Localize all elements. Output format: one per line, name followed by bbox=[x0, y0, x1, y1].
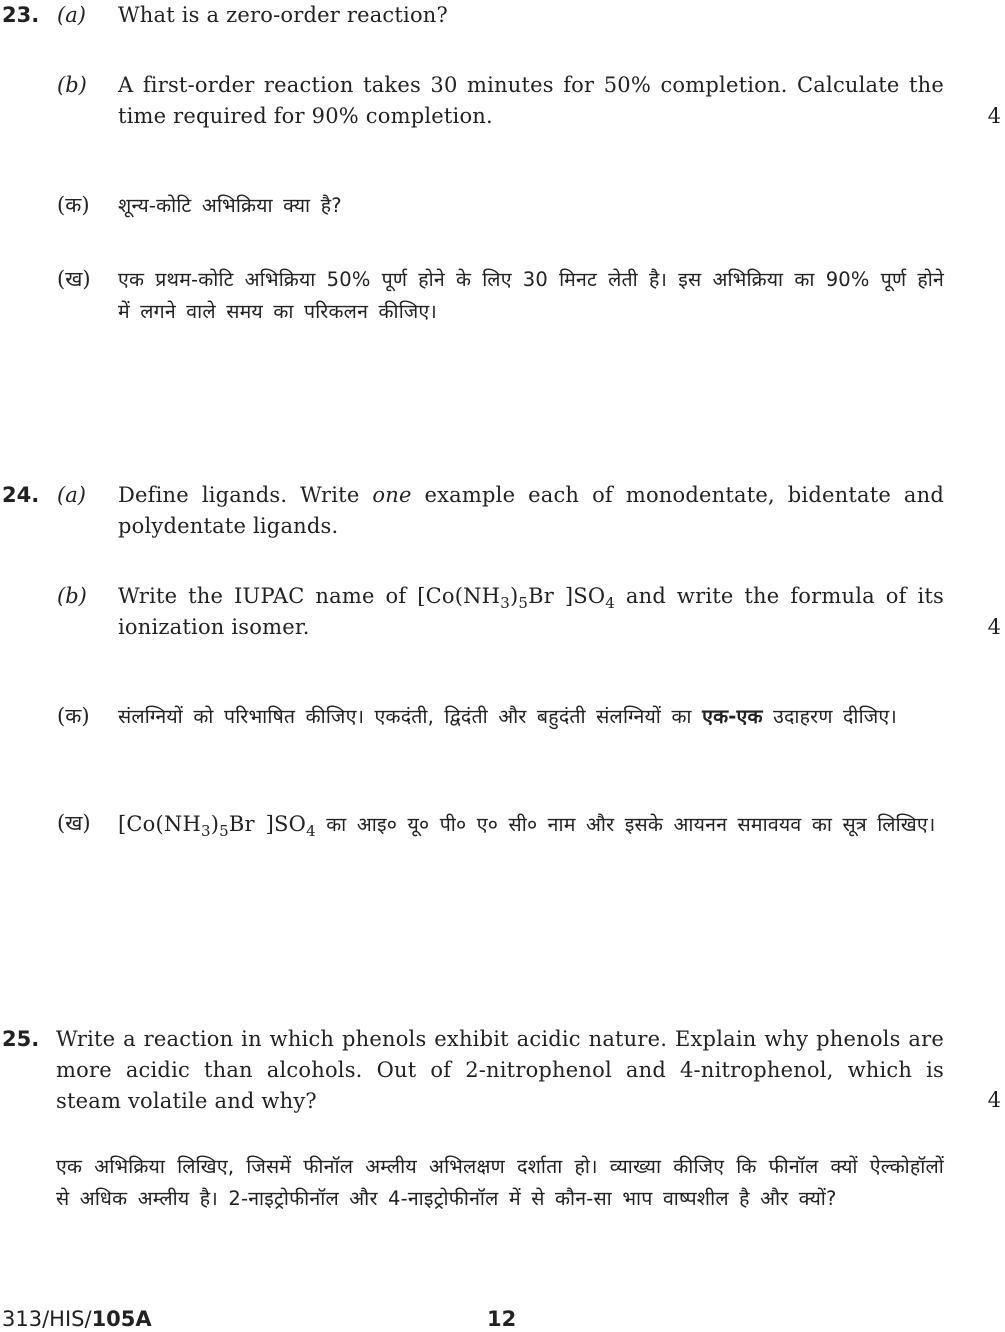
q25-marks: 4 bbox=[987, 1088, 1001, 1112]
complex-formula: [$Co(NH_3)_5Br$ ]$SO_4$ bbox=[417, 584, 616, 612]
page-number: 12 bbox=[487, 1307, 517, 1331]
q23-part-a-label: (a) bbox=[57, 3, 86, 27]
q24-marks: 4 bbox=[987, 615, 1001, 639]
complex-formula-hindi: [$Co(NH_3)_5Br$ ]$SO_4$ bbox=[118, 812, 316, 840]
q23-hindi-part-b-label: (ख) bbox=[57, 267, 91, 291]
q24-hindi-part-b-label: (ख) bbox=[57, 811, 91, 835]
q24-part-a-label: (a) bbox=[57, 483, 86, 507]
q23-part-b-text: A first-order reaction takes 30 minutes for 50% completion. Calculate the time required for 90% completion. bbox=[118, 73, 944, 128]
q25-text: Write a reaction in which phenols exhibit acidic nature. Explain why phenols are more acidic than alcohols. Out of 2-nitrophenol and 4-nitrophenol, which is steam volatile and why? bbox=[56, 1027, 944, 1113]
question-number-25: 25. bbox=[2, 1027, 40, 1051]
paper-code: 313/HIS/105A bbox=[2, 1307, 152, 1331]
q23-marks: 4 bbox=[987, 104, 1001, 128]
q24-hindi-part-a-label: (क) bbox=[57, 704, 90, 728]
q23-hindi-part-a-label: (क) bbox=[57, 193, 90, 217]
question-number-24: 24. bbox=[2, 483, 40, 507]
q23-hindi-part-a-text: शून्य-कोटि अभिक्रिया क्या है? bbox=[118, 194, 342, 217]
q24-hindi-part-a-text: संलग्नियों को परिभाषित कीजिए। एकदंती, द्विदंती और बहुदंती संलग्नियों का एक-एक उदाहरण दीजिए। bbox=[118, 705, 897, 728]
q23-hindi-part-b-text: एक प्रथम-कोटि अभिक्रिया 50% पूर्ण होने के लिए 30 मिनट लेती है। इस अभिक्रिया का 90% पूर्ण होने में लगने वाले समय का परिकलन कीजिए। bbox=[118, 268, 944, 323]
q23-part-a-text: What is a zero-order reaction? bbox=[118, 3, 448, 27]
question-number-23: 23. bbox=[2, 3, 40, 27]
q24-part-a-text: Define ligands. Write one example each of monodentate, bidentate and polydentate ligands. bbox=[118, 483, 944, 538]
q25-hindi-text: एक अभिक्रिया लिखिए, जिसमें फीनॉल अम्लीय अभिलक्षण दर्शाता हो। व्याख्या कीजिए कि फीनॉल क्यों ऐल्कोहॉलों से अधिक अम्लीय है। 2-नाइट्रोफीनॉल और 4-नाइट्रोफीनॉल में से कौन-सा भाप वाष्पशील है और क्यों? bbox=[56, 1155, 944, 1210]
q24-part-b-text: Write the IUPAC name of [$Co(NH_3)_5Br$ ]$SO_4$ and write the formula of its ionization isomer. bbox=[118, 584, 944, 639]
q24-part-b-label: (b) bbox=[57, 584, 87, 608]
q24-hindi-part-b-text: [$Co(NH_3)_5Br$ ]$SO_4$ का आइ० यू० पी० ए० सी० नाम और इसके आयनन समावयव का सूत्र लिखिए। bbox=[118, 812, 936, 840]
q23-part-b-label: (b) bbox=[57, 73, 87, 97]
